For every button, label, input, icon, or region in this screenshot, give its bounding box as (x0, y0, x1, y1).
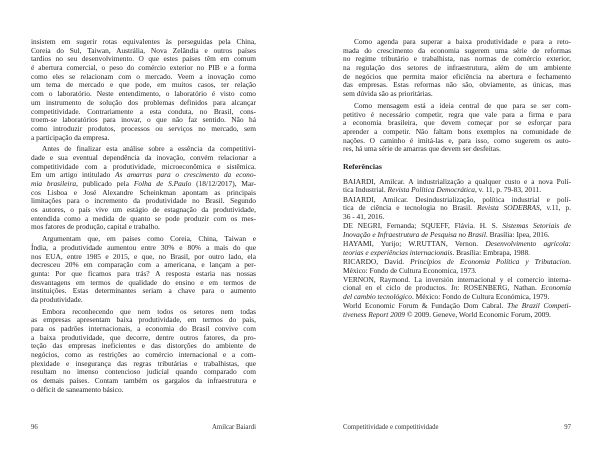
italic-text: As amarras para o crescimento da econo- (114, 170, 256, 180)
text-line: como eles se relacionam com o mercado. Veem a inovação como (31, 71, 256, 81)
text-line: decresceu 20% em comparação com a americana, e lançam a per- (31, 260, 256, 270)
italic-text: mia brasileira (31, 179, 77, 188)
reference-entry (343, 258, 571, 275)
text-line: Índia, a produtividade aumentou entre 30% e 80% a mais do que (31, 242, 256, 252)
text-line: limitações para o incremento da produtividade no Brasil. Segundo (31, 196, 256, 206)
reference-entry (343, 222, 571, 239)
text-line: competitividade com a produtividade, microeconômica e sistêmica. (31, 161, 256, 171)
text-line: instituições. Estas determinantes seriam a chave para o aumento (31, 286, 256, 296)
text-line: um tema de mercado e que pode, em muitos casos, ter relação (31, 80, 256, 90)
text-segment: . Brasília: Ipea, 2016. (485, 229, 550, 239)
italic-text: teorias e experiências internacionais (343, 247, 453, 257)
references-list (343, 178, 571, 320)
text-segment: DE NEGRI, Fernanda; SQUEFF, Flávia. H. S. (343, 221, 503, 231)
running-header-title: Competitividade e competitividade (343, 424, 439, 431)
text-segment: HAYAMI, Yurijo; W.RUTTAN, Vernon. (343, 238, 486, 248)
text-line: Como agenda para superar a baixa produtividade e para a reto- (354, 37, 571, 46)
page-number: 96 (31, 424, 38, 431)
reference-entry (343, 240, 571, 257)
italic-text: The Brazil Competi- (507, 301, 571, 311)
text-segment: Em um artigo intitulado (31, 170, 115, 180)
text-segment: : ROSENBERG, Nathan. (457, 283, 542, 293)
italic-text: Economía (541, 283, 572, 293)
text-line: a economia brasileira, que devem começar por se esforçar para (343, 118, 571, 128)
paragraph (31, 308, 256, 395)
references-heading: Referências (343, 161, 382, 171)
text-line: no regime tributário e trabalhista, nas normas de comércio exterior, (343, 54, 571, 64)
text-line: o déficit de saneamento básico. (31, 384, 124, 394)
text-line: México: Fondo de Cultura Economica, 1973. (343, 265, 477, 275)
right-page (300, 0, 600, 453)
text-line: de negócios que permita maior eficiência na abertura e fechamento (343, 71, 571, 81)
text-line: nos EUA, entre 1985 e 2015, e que, no Brasil, por outro lado, ela (31, 251, 256, 261)
text-segment: , publicado pela (76, 179, 134, 188)
text-segment: © 2009. Geneve, World Economic Forum, 2009. (405, 309, 551, 319)
text-line: na regulação dos setores de infraestrutura, além de um ambiente (343, 63, 571, 73)
text-line (343, 186, 571, 195)
text-segment: . Brasília: Embrapa, 1988. (452, 247, 530, 257)
text-line: BAIARDI, Amilcar. A industrialização a qualquer custo e a nova Polí- (343, 176, 571, 186)
text-segment: , v.11, p. (539, 203, 571, 213)
text-line: cos Lisboa e José Alexandre Scheinkman apontam as principais (31, 187, 256, 197)
text-segment: tica Industrial. (343, 185, 388, 195)
text-line: Coreia do Sul, Taiwan, Austrália, Nova Zelândia e outros países (31, 45, 256, 55)
paragraph (343, 102, 571, 154)
text-line: mos fatores de produção, capital e trabalho. (31, 222, 160, 232)
right-page-body (343, 38, 571, 320)
text-line: plexidade e insegurança das regras tributárias e trabalhistas, que (31, 358, 256, 368)
text-line: 36 - 41, 2016. (343, 211, 385, 221)
text-line: insistem em sugerir rotas equivalentes às perseguidas pela China, (31, 37, 256, 46)
text-line: um instrumento de solução dos problemas definidos para alcançar (31, 97, 256, 107)
text-line: tardios no seu desenvolvimento. O que estes países têm em comum (31, 54, 256, 64)
text-line: das empresas. Estas reformas não são, obviamente, as únicas, mas (343, 80, 571, 90)
text-segment: , v. 11, p. 79-83, 2011. (474, 185, 542, 195)
text-line: as empresas apresentam baixa produtividade, em termos do país, (31, 315, 256, 325)
text-line: gunta: Por que ficamos para trás? A resposta estaria nas nossas (31, 268, 256, 278)
reference-entry (343, 276, 571, 302)
reference-entry (343, 178, 571, 195)
text-line: negócios, como as restrições ao comércio internacional e a com- (31, 350, 256, 360)
text-line: com o laboratório. Neste entendimento, o laboratório é visto como (31, 89, 256, 99)
text-line: Argumentam que, em países como Coreia, China, Taiwan e (42, 234, 256, 244)
text-line (343, 311, 571, 320)
text-line: desvantagens em termos de qualidade do ensino e em termos de (31, 277, 256, 287)
italic-text: Princípios de Economia Política y Tributacion (410, 256, 570, 266)
text-line: troem-se laboratórios para inovar, o que não faz sentido. Não há (31, 115, 256, 125)
text-segment: . (569, 256, 571, 266)
text-line: os demais países. Contam também os gargalos da infraestrutura e (31, 376, 256, 386)
paragraph (31, 235, 256, 305)
text-line: teção das empresas ineficientes e das distorções do ambiente de (31, 341, 256, 351)
italic-text: Sistemas Setoriais de (502, 221, 571, 231)
running-header-author: Amilcar Baiardi (212, 424, 256, 431)
text-segment: RICARDO, David. (343, 256, 411, 266)
text-segment: World Economic Forum & Fundação Dom Cabral. (343, 301, 508, 311)
paragraph (31, 145, 256, 232)
italic-text: tiveness Report 2009 (343, 309, 405, 319)
italic-text: del cambio tecnológico (343, 292, 412, 302)
text-line: competitividade. Contrariamente a esta conduta, no Brasil, cons- (31, 106, 256, 116)
text-line: aprender a competir. Não faltam bons exemplos na comunidade de (343, 126, 571, 136)
text-line: da produtividade. (31, 294, 83, 304)
page-number: 97 (564, 424, 571, 431)
text-line: Como mensagem está a ideia central de que para se ser com- (354, 100, 571, 110)
text-line: BAIARDI, Amilcar. Desindustrialização, política industrial e polí- (343, 194, 571, 204)
text-line: Embora reconhecendo que nem todos os setores nem todas (42, 306, 256, 316)
text-line: resultam no imenso contencioso judicial quando comparado com (31, 367, 256, 377)
text-line: entendida como a medida de quanto se pode produzir com os mes- (31, 213, 256, 223)
text-line: para os padrões internacionais, a economia do Brasil convive com (31, 324, 256, 333)
text-line: res, há uma série de amarras que devem ser desfeitas. (343, 144, 501, 154)
text-line: mada do crescimento da economia sugerem uma série de reformas (343, 45, 571, 55)
paragraph (31, 38, 256, 142)
text-segment: cional en el ciclo de productos. (343, 283, 452, 293)
text-line: VERNON, Raymond. La inversión internacional y el comercio interna- (343, 274, 571, 284)
text-line: Antes de finalizar esta análise sobre a essência da competitivi- (42, 144, 256, 154)
right-body-paragraphs (343, 38, 571, 154)
italic-text: Inovação e Infraestrutura de Pesquisa no Brasil (343, 229, 486, 239)
text-segment: (18/12/2017), Mar- (191, 179, 256, 188)
text-segment: . México: Fondo de Cultura Económica, 1979. (411, 292, 550, 302)
text-line: a participação da empresa. (31, 132, 110, 142)
text-line: os autores, o país vive um estágio de estagnação da produtividade, (31, 205, 256, 215)
reference-entry (343, 302, 571, 319)
text-line: nações. O caminho é imitá-las e, para isso, como sugerem os auto- (343, 135, 571, 145)
text-segment: tica de ciência e tecnologia no Brasil. (343, 203, 477, 213)
reference-entry (343, 196, 571, 222)
text-line: como introduzir produtos, processos ou serviços no mercado, sem (31, 123, 256, 133)
paragraph (343, 38, 571, 99)
italic-text: Revista SODEBRAS (476, 203, 540, 213)
italic-text: Desenvolvimento agrícola: (485, 238, 572, 248)
italic-text: Revista Política Democrática (387, 185, 475, 195)
left-page-body (31, 38, 256, 398)
italic-text: In (451, 283, 458, 293)
text-line: dade e sua eventual dependência da inovação, convém relacionar a (31, 152, 256, 162)
text-line: petitivo é necessário competir, regra que vale para a firma e para (343, 109, 571, 119)
text-line: sem dúvida são as prioritárias. (343, 89, 433, 99)
text-line: é abertura comercial, o peso do comércio exterior no PIB e a forma (31, 63, 256, 73)
text-line: a baixa produtividade, que decorre, dentre outros fatores, da pro- (31, 332, 256, 342)
italic-text: Folha de S.Paulo (133, 179, 192, 188)
